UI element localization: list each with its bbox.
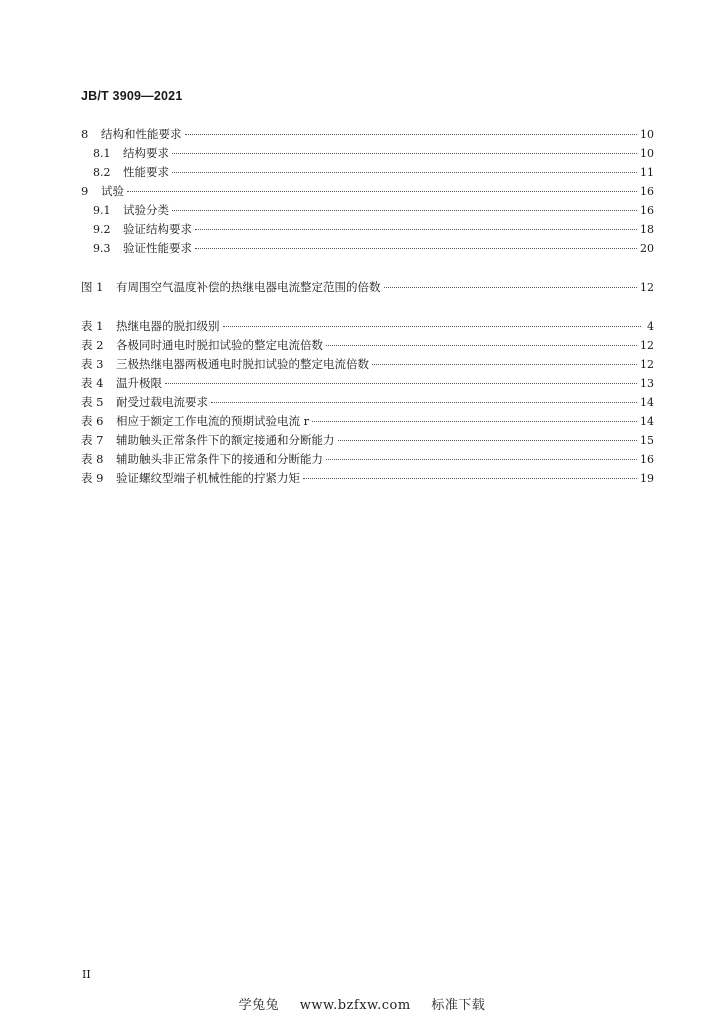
toc-number: 表 8 <box>81 452 104 466</box>
toc-title: 各极同时通电时脱扣试验的整定电流倍数 <box>116 338 323 352</box>
dot-leader <box>338 440 638 441</box>
toc-number: 表 4 <box>81 376 104 390</box>
toc-page-number: 12 <box>640 339 654 352</box>
toc-number: 8.1 <box>93 147 111 160</box>
toc-title: 三极热继电器两极通电时脱扣试验的整定电流倍数 <box>116 357 369 371</box>
dot-leader <box>326 345 637 346</box>
toc-entry-table-3[interactable] <box>81 356 654 372</box>
page-number: II <box>82 968 91 981</box>
toc-page-number: 19 <box>640 472 654 485</box>
watermark-slogan: 标准下载 <box>431 998 486 1013</box>
toc-entry-section-8-1[interactable] <box>93 145 654 161</box>
dot-leader <box>172 210 637 211</box>
toc-entry-table-6[interactable] <box>81 413 654 429</box>
toc-title: 试验分类 <box>123 203 169 217</box>
dot-leader <box>165 383 637 384</box>
toc-title: 验证结构要求 <box>123 222 192 236</box>
toc-number: 表 6 <box>81 414 104 428</box>
dot-leader <box>223 326 642 327</box>
toc-number: 9.2 <box>93 223 111 236</box>
toc-entry-figure-1[interactable] <box>81 279 654 295</box>
toc-page-number: 11 <box>640 166 654 179</box>
toc-page-number: 14 <box>640 396 654 409</box>
toc-page-number: 16 <box>640 204 654 217</box>
toc-title: 性能要求 <box>123 165 169 179</box>
toc-number: 表 5 <box>81 395 104 409</box>
toc-title: 相应于额定工作电流的预期试验电流 r <box>116 414 310 428</box>
toc-entry-table-7[interactable] <box>81 432 654 448</box>
toc-entry-section-9-2[interactable] <box>93 221 654 237</box>
dot-leader <box>303 478 637 479</box>
toc-title: 辅助触头正常条件下的额定接通和分断能力 <box>116 433 335 447</box>
toc-title: 有周围空气温度补偿的热继电器电流整定范围的倍数 <box>116 280 381 294</box>
toc-number: 9.3 <box>93 242 111 255</box>
dot-leader <box>384 287 638 288</box>
toc-title: 温升极限 <box>116 376 162 390</box>
toc-title: 热继电器的脱扣级别 <box>116 319 220 333</box>
watermark-site-name: 学兔兔 <box>238 998 280 1013</box>
toc-entry-table-4[interactable] <box>81 375 654 391</box>
toc-entry-table-5[interactable] <box>81 394 654 410</box>
dot-leader <box>326 459 637 460</box>
toc-title: 耐受过载电流要求 <box>116 395 208 409</box>
dot-leader <box>195 248 637 249</box>
toc-page-number: 12 <box>640 281 654 294</box>
dot-leader <box>127 191 637 192</box>
toc-number: 图 1 <box>81 280 104 294</box>
dot-leader <box>185 134 638 135</box>
toc-page-number: 16 <box>640 453 654 466</box>
toc-number: 表 9 <box>81 471 104 485</box>
dot-leader <box>172 172 637 173</box>
toc-number: 8 <box>81 127 89 141</box>
toc-number: 表 7 <box>81 433 104 447</box>
toc-entry-table-9[interactable] <box>81 470 654 486</box>
toc-page-number: 10 <box>640 147 654 160</box>
toc-title: 试验 <box>101 184 124 198</box>
toc-title: 验证性能要求 <box>123 241 192 255</box>
toc-page-number: 16 <box>640 185 654 198</box>
watermark-url[interactable]: www.bzfxw.com <box>299 998 411 1013</box>
toc-number: 9 <box>81 184 89 198</box>
toc-number: 表 2 <box>81 338 104 352</box>
dot-leader <box>211 402 637 403</box>
toc-page-number: 14 <box>640 415 654 428</box>
toc-page-number: 4 <box>647 320 654 333</box>
toc-title: 结构要求 <box>123 146 169 160</box>
doc-code-header: JB/T 3909—2021 <box>81 89 183 103</box>
toc-title: 结构和性能要求 <box>101 127 182 141</box>
toc-page-number: 13 <box>640 377 654 390</box>
toc-page-number: 12 <box>640 358 654 371</box>
watermark <box>0 994 724 1013</box>
dot-leader <box>312 421 637 422</box>
toc-entry-table-2[interactable] <box>81 337 654 353</box>
toc-entry-section-8-2[interactable] <box>93 164 654 180</box>
toc-number: 表 3 <box>81 357 104 371</box>
toc-page-number: 10 <box>640 128 654 141</box>
toc-entry-table-1[interactable] <box>81 318 654 334</box>
toc-entry-section-9-1[interactable] <box>93 202 654 218</box>
toc-entry-table-8[interactable] <box>81 451 654 467</box>
toc-page-number: 20 <box>640 242 654 255</box>
toc-title: 验证螺纹型端子机械性能的拧紧力矩 <box>116 471 300 485</box>
dot-leader <box>195 229 637 230</box>
dot-leader <box>372 364 637 365</box>
toc-title: 辅助触头非正常条件下的接通和分断能力 <box>116 452 323 466</box>
toc-page-number: 15 <box>640 434 654 447</box>
dot-leader <box>172 153 637 154</box>
toc-number: 9.1 <box>93 204 111 217</box>
toc-entry-section-9-3[interactable] <box>93 240 654 256</box>
toc-entry-section-9[interactable] <box>81 183 654 199</box>
toc-entry-section-8[interactable] <box>81 126 654 142</box>
toc-number: 8.2 <box>93 166 111 179</box>
toc-number: 表 1 <box>81 319 104 333</box>
toc-page-number: 18 <box>640 223 654 236</box>
